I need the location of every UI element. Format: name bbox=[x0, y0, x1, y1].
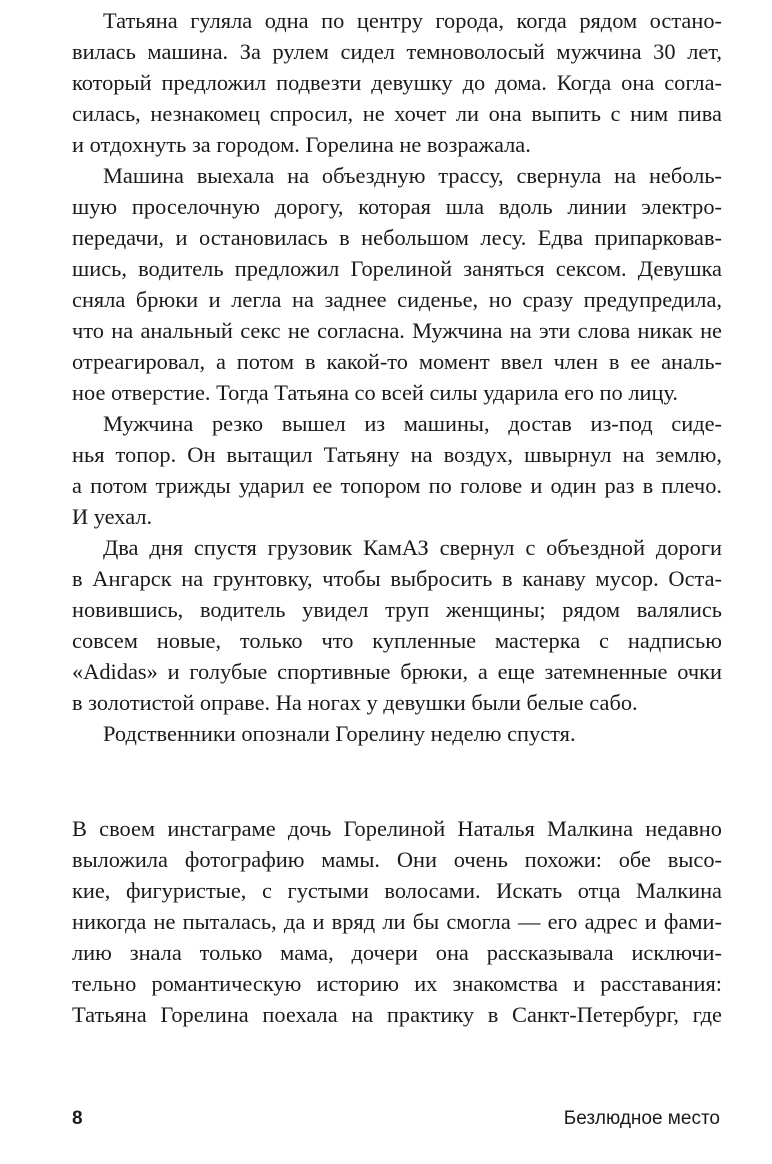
text-line: новившись, водитель увидел труп женщины; рядом валялись bbox=[72, 597, 722, 622]
text-line: вилась машина. За рулем сидел темноволосый мужчина 30 лет, bbox=[72, 39, 722, 64]
text-line: Машина выехала на объездную трассу, свернула на неболь- bbox=[103, 163, 722, 188]
text-line: кие, фигуристые, с густыми волосами. Искать отца Малкина bbox=[72, 878, 722, 903]
text-line: тельно романтическую историю их знакомства и расставания: bbox=[72, 971, 722, 996]
text-line: Родственники опознали Горелину неделю спустя. bbox=[103, 721, 576, 746]
text-line: в Ангарск на грунтовку, чтобы выбросить в канаву мусор. Оста- bbox=[72, 566, 722, 591]
text-line: а потом трижды ударил ее топором по голове и один раз в плечо. bbox=[72, 473, 722, 498]
text-line: и отдохнуть за городом. Горелина не возражала. bbox=[72, 132, 531, 157]
text-line: Татьяна гуляла одна по центру города, когда рядом остано- bbox=[103, 8, 722, 33]
text-line: в золотистой оправе. На ногах у девушки были белые сабо. bbox=[72, 690, 638, 715]
text-line: Татьяна Горелина поехала на практику в Санкт-Петербург, где bbox=[72, 1002, 722, 1027]
text-line: выложила фотографию мамы. Они очень похожи: обе высо- bbox=[72, 847, 722, 872]
running-title: Безлюдное место bbox=[563, 1108, 720, 1129]
text-line: лию знала только мама, дочери она рассказывала исключи- bbox=[72, 940, 722, 965]
text-line: Два дня спустя грузовик КамАЗ свернул с объездной дороги bbox=[103, 535, 722, 560]
text-line: шись, водитель предложил Горелиной заняться сексом. Девушка bbox=[72, 256, 722, 281]
text-line: И уехал. bbox=[72, 504, 153, 529]
text-line: никогда не пыталась, да и вряд ли бы смогла — его адрес и фами- bbox=[72, 909, 722, 934]
text-line: который предложил подвезти девушку до дома. Когда она согла- bbox=[72, 70, 722, 95]
text-line: совсем новые, только что купленные мастерка с надписью bbox=[72, 628, 722, 653]
text-line: передачи, и остановилась в небольшом лесу. Едва припарковав- bbox=[72, 225, 722, 250]
text-line: нья топор. Он вытащил Татьяну на воздух, швырнул на землю, bbox=[72, 442, 722, 467]
text-line: ное отверстие. Тогда Татьяна со всей силы ударила его по лицу. bbox=[72, 380, 679, 405]
text-line: Мужчина резко вышел из машины, достав из-под сиде- bbox=[103, 411, 722, 436]
text-line: отреагировал, а потом в какой-то момент ввел член в ее аналь- bbox=[72, 349, 722, 374]
text-line: В своем инстаграме дочь Горелиной Наталья Малкина недавно bbox=[72, 816, 722, 841]
text-line: сняла брюки и легла на заднее сиденье, но сразу предупредила, bbox=[72, 287, 722, 312]
text-line: что на анальный секс не согласна. Мужчина на эти слова никак не bbox=[72, 318, 722, 343]
text-line: шую проселочную дорогу, которая шла вдоль линии электро- bbox=[72, 194, 722, 219]
page-number: 8 bbox=[72, 1108, 83, 1129]
text-line: силась, незнакомец спросил, не хочет ли она выпить с ним пива bbox=[72, 101, 722, 126]
text-line: «Adidas» и голубые спортивные брюки, а еще затемненные очки bbox=[72, 659, 722, 684]
